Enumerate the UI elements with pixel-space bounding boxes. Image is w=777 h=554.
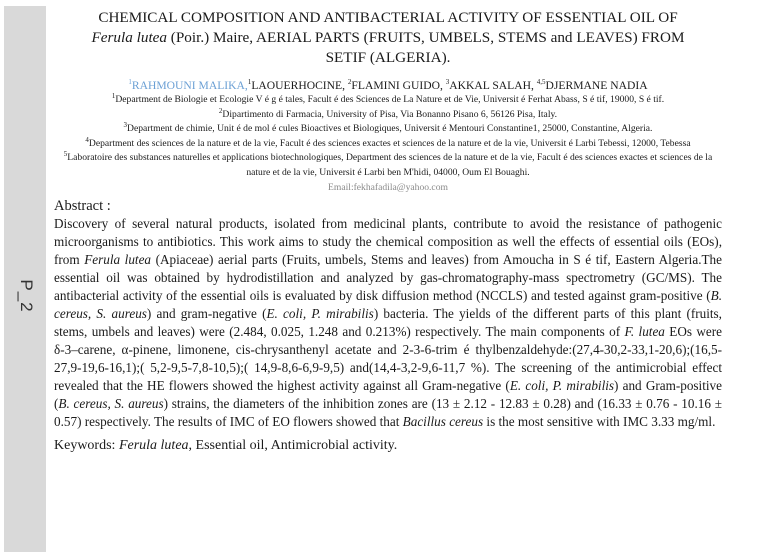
keywords-species: Ferula lutea: [118, 438, 189, 453]
page-sidebar: [4, 6, 46, 552]
title-line-2: (Poir.) Maire, AERIAL PARTS (FRUITS, UMBELS, STEMS and LEAVES) FROM: [167, 29, 685, 46]
keywords-heading: Keywords:: [54, 438, 119, 453]
author-2: LAOUERHOCINE,: [251, 79, 348, 92]
affiliation-1: $^1$Department de Biologie et Ecologie V é g é tales, Facult é des Sciences de La Nature et de Vie, Universit é Ferhat Abass, S é tif, 19000, S é tif.: [111, 91, 665, 105]
author-list: $^1$RAHMOUNI MALIKA,$^1$LAOUERHOCINE, $^2$FLAMINI GUIDO, $^3$AKKAL SALAH, $^{4,5}$DJERMANE NADIA: [128, 78, 648, 92]
paper-title: [60, 8, 716, 68]
first-author[interactable]: $^1$RAHMOUNI MALIKA,: [128, 78, 248, 92]
title-line-1: CHEMICAL COMPOSITION AND ANTIBACTERIAL ACTIVITY OF ESSENTIAL OIL OF: [98, 9, 678, 26]
affiliation-2: $^2$Dipartimento di Farmacia, University of Pisa, Via Bonanno Pisano 6, 56126 Pisa, Italy.: [218, 106, 558, 120]
affiliation-3: $^3$Department de chimie, Unit é de mol é cules Bioactives et Biologiques, Universit é Mentouri Constantine1, 25000, Constantine, Algeria.: [123, 120, 653, 134]
keywords: [54, 437, 722, 455]
page-label: P_2: [17, 279, 36, 313]
abstract-heading: Abstract :: [54, 198, 111, 214]
keywords-list: , Essential oil, Antimicrobial activity.: [188, 438, 398, 453]
affiliation-5: $^5$Laboratoire des substances naturelles et applications biotechnologiques, Department des sciences de la nature et de la vie, Facult é des sciences exactes et sciences de la nature et de la vie, Universit é Larbi ben M'hidi, 04000, Oum El Bouaghi.: [63, 149, 713, 178]
paper-content: [54, 8, 722, 455]
contact-email[interactable]: Email:fekhafadila@yahoo.com: [328, 182, 448, 193]
author-4: AKKAL SALAH,: [449, 79, 537, 92]
abstract-body: Discovery of several natural products, isolated from medicinal plants, contribute to avoid the resistance of pathogenic microorganisms to antibiotics. This work aims to study the chemical composition as well the effects of essential oils (EOs), from Ferula lutea (Apiaceae) aerial parts (Fruits, umbels, Stems and leaves) from Amoucha in S é tif, Eastern Algeria.The essential oil was obtained by hydrodistillation and analyzed by gas-chromatography-mass spectrometry (GC/MS). The antibacterial activity of the essential oils is evaluated by disk diffusion method (NCCLS) and tested against gram-positive (B. cereus, S. aureus) and gram-negative (E. coli, P. mirabilis) bacteria. The yields of the different parts of this plant (fruits, stems, umbels and leaves) were (2.484, 0.025, 1.248 and 0.213%) respectively. The main components of F. lutea EOs were δ-3–carene, α-pinene, limonene, cis-chrysanthenyl acetate and 2-3-6-trim é thylbenzaldehyde:(27,4-30,2-33,1-20,6);(16,5-27,9-19,6-16,1);( 5,2-9,5-7,8-10,5);( 14,9-8,6-6,9-9,5) and(14,4-3,2-9,6-11,7 %). The screening of the antimicrobial effect revealed that the HE flowers showed the highest activity against all Gram-negative (E. coli, P. mirabilis) and Gram-positive (B. cereus, S. aureus) strains, the diameters of the inhibition zones are (13 ± 2.12 - 12.83 ± 0.28) and (16.33 ± 0.76 - 10.16 ± 0.57) respectively. The results of IMC of EO flowers showed that Bacillus cereus is the most sensitive with IMC 3.33 mg/ml.: [54, 216, 723, 429]
title-line-3: SETIF (ALGERIA).: [325, 49, 451, 66]
title-species: Ferula lutea: [91, 29, 167, 46]
author-5: DJERMANE NADIA: [545, 79, 648, 92]
author-3: FLAMINI GUIDO,: [351, 79, 446, 92]
affiliation-4: $^4$Department des sciences de la nature et de la vie, Facult é des sciences exactes et sciences de la nature et de la vie, Universit é Larbi Tebessi, 12000, Tebessa: [85, 135, 691, 149]
